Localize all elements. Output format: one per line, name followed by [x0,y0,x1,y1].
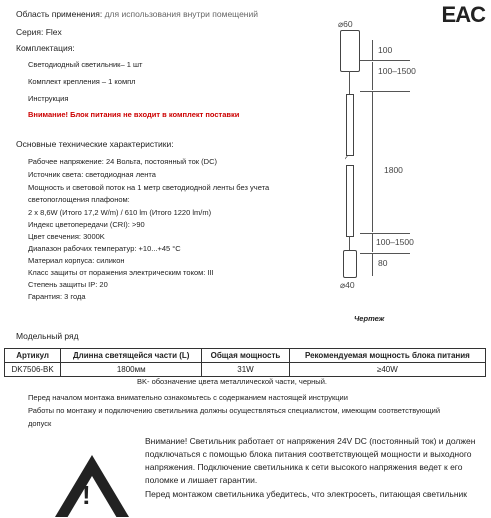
dim-line [372,254,373,276]
spec-line: Мощность и световой поток на 1 метр светодиодной ленты без учета [28,183,270,192]
kit-item: Инструкция [28,94,69,103]
dim-line [372,92,373,232]
spec-line: Рабочее напряжение: 24 Вольта, постоянный ток (DC) [28,157,217,166]
cell-power: 31W [202,363,290,377]
top-canopy-shape [340,30,360,72]
spec-line: Класс защиты от поражения электрическим током: III [28,268,214,277]
bottom-cable-line [349,236,350,250]
dim-line [372,40,373,60]
model-note: BK- обозначение цвета металлической части, черный. [137,377,327,386]
table-row [5,363,486,377]
spec-line: Диапазон рабочих температур: +10...+45 °C [28,244,181,253]
cell-article: DK7506-BK [5,363,61,377]
dim-tick [360,60,410,61]
dim-tick [360,253,410,254]
model-row-title: Модельный ряд [16,331,79,341]
warning-exclamation-icon: ! [82,480,91,510]
dim-top-height: 100 [378,45,393,55]
cell-psu: ≥40W [289,363,485,377]
install-line: Работы по монтажу и подключению светильника должны осуществляться специалистом, имеющим соответствующий [28,406,441,415]
install-line: допуск [28,419,52,428]
tube-lower-shape [346,165,354,237]
spec-line: Источник света: светодиодная лента [28,170,156,179]
kit-item: Комплект крепления – 1 компл [28,77,136,86]
tube-upper-shape [346,94,354,156]
spec-line: светопоглощения плафоном: [28,195,130,204]
kit-warning: Внимание! Блок питания не входит в комплект поставки [28,110,240,119]
dim-top-cable: 100–1500 [378,66,416,76]
dim-tick [360,233,410,234]
model-table [4,348,486,377]
series-line [16,27,62,37]
dim-line [372,62,373,90]
drawing-caption: Чертеж [354,314,385,323]
break-mark-top: ~ [341,153,352,162]
dim-line [372,234,373,252]
cell-length: 1800мм [61,363,202,377]
usage-label: Область применения: [16,9,103,19]
dim-bottom-diameter: ⌀40 [340,280,355,290]
spec-line: 2 х 8,6W (Итого 17,2 W/m) / 610 lm (Итого 1220 lm/m) [28,208,212,217]
dim-top-diameter: ⌀60 [338,19,353,29]
series-label: Серия: [16,27,44,37]
usage-line [16,9,258,19]
attention-line: подключаться с помощью блока питания соответствующей мощности и выходного [145,449,472,459]
table-header-row [5,349,486,363]
spec-line: Цвет свечения: 3000K [28,232,105,241]
kit-title: Комплектация: [16,43,75,53]
install-line: Перед началом монтажа внимательно ознакомьтесь с содержанием настоящей инструкции [28,393,348,402]
header-length: Длинна светящейся части (L) [61,349,202,363]
kit-item: Светодиодный светильник– 1 шт [28,60,143,69]
dim-length: 1800 [384,165,403,175]
attention-line: напряжения. Подключение светильника к сети высокого напряжения ведет к его [145,462,463,472]
header-psu: Рекомендуемая мощность блока питания [289,349,485,363]
spec-line: Индекс цветопередачи (CRI): >90 [28,220,145,229]
spec-line: Степень защиты IP: 20 [28,280,108,289]
eac-mark: EAC [441,2,485,27]
spec-line: Гарантия: 3 года [28,292,86,301]
dim-bottom-cable: 100–1500 [376,237,414,247]
attention-line: Перед монтажом светильника убедитесь, что электросеть, питающая светильник [145,489,468,499]
usage-value: для использования внутри помещений [104,9,258,19]
bottom-cylinder-shape [343,250,357,278]
dim-bottom-height: 80 [378,258,388,268]
header-power: Общая мощность [202,349,290,363]
spec-line: Материал корпуса: силикон [28,256,125,265]
specs-title: Основные технические характеристики: [16,139,174,149]
attention-line: поломке и лишает гарантии. [145,475,258,485]
series-value: Flex [45,27,62,37]
header-article: Артикул [5,349,61,363]
top-cable-line [349,71,350,94]
warning-triangle-inner [67,476,117,518]
attention-line: Внимание! Светильник работает от напряжения 24V DC (постоянный ток) и должен [145,436,476,446]
dim-tick [360,91,410,92]
